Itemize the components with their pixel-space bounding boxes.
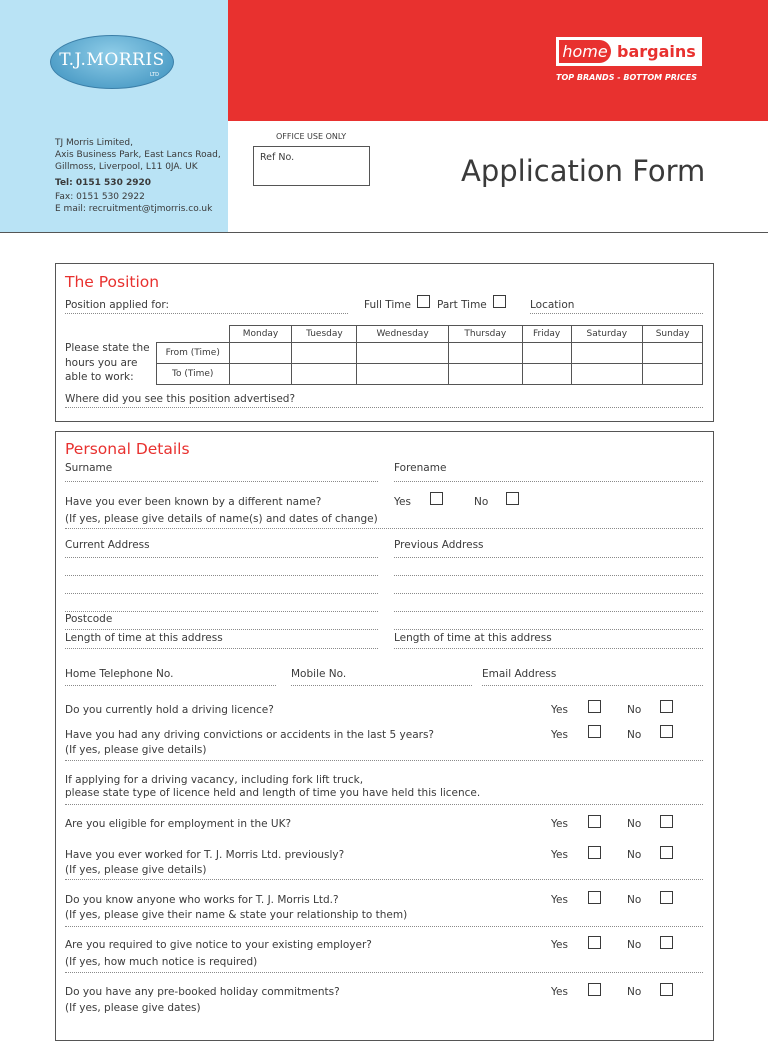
eligible-no-checkbox[interactable]	[660, 815, 673, 828]
previous-address-line-3[interactable]	[394, 593, 703, 594]
home-telephone-label: Home Telephone No.	[65, 668, 174, 680]
position-section	[55, 263, 714, 422]
vacancy-question-line-2: please state type of licence held and length of time you have held this licence.	[65, 787, 481, 799]
convictions-yes-checkbox[interactable]	[588, 725, 601, 738]
home-telephone-field[interactable]	[65, 685, 276, 686]
known-as-note: (If yes, please give details of name(s) and dates of change)	[65, 513, 378, 525]
worked-field[interactable]	[65, 879, 703, 880]
surname-field[interactable]	[65, 481, 378, 482]
part-time-checkbox[interactable]	[493, 295, 506, 308]
address-line-3: Gillmoss, Liverpool, L11 0JA. UK	[55, 162, 198, 172]
hours-table-corner	[157, 326, 230, 343]
know-question: Do you know anyone who works for T. J. Morris Ltd.?	[65, 894, 339, 906]
day-saturday: Saturday	[571, 326, 643, 343]
eligible-question: Are you eligible for employment in the UK?	[65, 818, 292, 830]
convictions-yes-label: Yes	[551, 729, 568, 741]
to-time-label: To (Time)	[157, 364, 230, 385]
known-as-no-checkbox[interactable]	[506, 492, 519, 505]
mobile-label: Mobile No.	[291, 668, 347, 680]
holiday-no-label: No	[627, 986, 642, 998]
ref-no-box[interactable]	[253, 146, 370, 186]
email-label: Email Address	[482, 668, 557, 680]
full-time-checkbox[interactable]	[417, 295, 430, 308]
home-bargains-logo-home: home	[559, 40, 611, 63]
fax: Fax: 0151 530 2922	[55, 192, 145, 202]
known-as-question: Have you ever been known by a different name?	[65, 496, 322, 508]
forename-label: Forename	[394, 462, 447, 474]
holiday-no-checkbox[interactable]	[660, 983, 673, 996]
know-no-checkbox[interactable]	[660, 891, 673, 904]
know-no-label: No	[627, 894, 642, 906]
ref-no-label: Ref No.	[260, 152, 295, 163]
previous-address-line-2[interactable]	[394, 575, 703, 576]
postcode-field[interactable]	[65, 629, 378, 630]
telephone: Tel: 0151 530 2920	[55, 178, 152, 188]
to-thursday-cell[interactable]	[448, 364, 522, 385]
eligible-yes-label: Yes	[551, 818, 568, 830]
worked-no-checkbox[interactable]	[660, 846, 673, 859]
notice-yes-checkbox[interactable]	[588, 936, 601, 949]
licence-no-label: No	[627, 704, 642, 716]
to-wednesday-cell[interactable]	[357, 364, 449, 385]
home-bargains-tagline: TOP BRANDS - BOTTOM PRICES	[556, 73, 697, 82]
eligible-no-label: No	[627, 818, 642, 830]
mobile-field[interactable]	[291, 685, 472, 686]
convictions-no-label: No	[627, 729, 642, 741]
location-label: Location	[530, 299, 575, 311]
current-address-label: Current Address	[65, 539, 150, 551]
known-as-field[interactable]	[65, 528, 703, 529]
advertised-label: Where did you see this position advertised?	[65, 393, 296, 405]
hours-prompt-line-3: able to work:	[65, 371, 134, 383]
from-wednesday-cell[interactable]	[357, 343, 449, 364]
hours-table-header-row	[157, 326, 703, 343]
hours-prompt-line-2: hours you are	[65, 356, 138, 369]
day-sunday: Sunday	[643, 326, 703, 343]
eligible-yes-checkbox[interactable]	[588, 815, 601, 828]
email-contact: E mail: recruitment@tjmorris.co.uk	[55, 204, 213, 214]
day-monday: Monday	[229, 326, 292, 343]
forename-field[interactable]	[394, 481, 703, 482]
surname-label: Surname	[65, 462, 113, 474]
from-friday-cell[interactable]	[522, 343, 571, 364]
current-length-field[interactable]	[65, 648, 378, 649]
position-applied-field[interactable]	[65, 313, 348, 314]
worked-question: Have you ever worked for T. J. Morris Ltd. previously?	[65, 849, 345, 861]
notice-yes-label: Yes	[551, 939, 568, 951]
current-address-line-3[interactable]	[65, 593, 378, 594]
previous-length-field[interactable]	[394, 648, 703, 649]
convictions-note: (If yes, please give details)	[65, 744, 207, 756]
postcode-label: Postcode	[65, 613, 113, 625]
previous-address-label: Previous Address	[394, 539, 484, 551]
current-address-line-4[interactable]	[65, 611, 378, 612]
known-as-yes-label: Yes	[394, 496, 411, 508]
day-tuesday: Tuesday	[292, 326, 357, 343]
licence-yes-checkbox[interactable]	[588, 700, 601, 713]
previous-address-line-1[interactable]	[394, 557, 703, 558]
holiday-question: Do you have any pre-booked holiday commitments?	[65, 986, 340, 998]
address-line-1: TJ Morris Limited,	[55, 138, 133, 148]
know-yes-checkbox[interactable]	[588, 891, 601, 904]
day-thursday: Thursday	[448, 326, 522, 343]
tj-morris-logo-sub: LTD	[149, 72, 159, 78]
worked-note: (If yes, please give details)	[65, 864, 207, 876]
notice-field[interactable]	[65, 972, 703, 973]
page-title: Application Form	[461, 154, 706, 188]
to-friday-cell[interactable]	[522, 364, 571, 385]
personal-heading: Personal Details	[65, 440, 190, 458]
notice-no-checkbox[interactable]	[660, 936, 673, 949]
to-monday-cell[interactable]	[229, 364, 292, 385]
email-field[interactable]	[482, 685, 703, 686]
current-length-label: Length of time at this address	[65, 632, 223, 644]
worked-yes-checkbox[interactable]	[588, 846, 601, 859]
vacancy-question-line-1: If applying for a driving vacancy, including fork lift truck,	[65, 774, 364, 786]
worked-no-label: No	[627, 849, 642, 861]
know-note: (If yes, please give their name & state your relationship to them)	[65, 909, 408, 921]
previous-postcode-field[interactable]	[394, 629, 703, 630]
holiday-yes-label: Yes	[551, 986, 568, 998]
know-field[interactable]	[65, 926, 703, 927]
notice-no-label: No	[627, 939, 642, 951]
licence-question: Do you currently hold a driving licence?	[65, 704, 274, 716]
hours-to-row	[157, 364, 703, 385]
hours-prompt	[65, 341, 150, 385]
full-time-label: Full Time	[364, 299, 411, 311]
notice-question: Are you required to give notice to your existing employer?	[65, 939, 372, 951]
from-tuesday-cell[interactable]	[292, 343, 357, 364]
day-friday: Friday	[522, 326, 571, 343]
from-thursday-cell[interactable]	[448, 343, 522, 364]
hours-prompt-line-1: Please state the	[65, 342, 150, 354]
know-yes-label: Yes	[551, 894, 568, 906]
header-divider	[0, 232, 768, 233]
to-saturday-cell[interactable]	[571, 364, 643, 385]
from-time-label: From (Time)	[157, 343, 230, 364]
from-monday-cell[interactable]	[229, 343, 292, 364]
vacancy-field[interactable]	[65, 804, 703, 805]
company-address	[55, 137, 221, 215]
known-as-no-label: No	[474, 496, 489, 508]
position-applied-label: Position applied for:	[65, 299, 170, 311]
address-line-2: Axis Business Park, East Lancs Road,	[55, 150, 221, 160]
to-sunday-cell[interactable]	[643, 364, 703, 385]
tj-morris-logo-text: T.J.MORRIS	[59, 50, 165, 70]
personal-details-section	[55, 431, 714, 1041]
home-bargains-logo	[556, 37, 702, 66]
office-use-label: OFFICE USE ONLY	[276, 132, 347, 141]
hours-table	[156, 325, 703, 385]
previous-length-label: Length of time at this address	[394, 632, 552, 644]
part-time-label: Part Time	[437, 299, 487, 311]
hours-from-row	[157, 343, 703, 364]
advertised-field[interactable]	[65, 407, 703, 408]
from-saturday-cell[interactable]	[571, 343, 643, 364]
known-as-yes-checkbox[interactable]	[430, 492, 443, 505]
licence-yes-label: Yes	[551, 704, 568, 716]
to-tuesday-cell[interactable]	[292, 364, 357, 385]
current-address-line-1[interactable]	[65, 557, 378, 558]
convictions-no-checkbox[interactable]	[660, 725, 673, 738]
licence-no-checkbox[interactable]	[660, 700, 673, 713]
worked-yes-label: Yes	[551, 849, 568, 861]
location-field[interactable]	[530, 313, 703, 314]
tj-morris-logo	[50, 35, 174, 89]
notice-note: (If yes, how much notice is required)	[65, 956, 258, 968]
previous-address-line-4[interactable]	[394, 611, 703, 612]
from-sunday-cell[interactable]	[643, 343, 703, 364]
current-address-line-2[interactable]	[65, 575, 378, 576]
holiday-note: (If yes, please give dates)	[65, 1002, 201, 1014]
convictions-question: Have you had any driving convictions or accidents in the last 5 years?	[65, 729, 434, 741]
holiday-yes-checkbox[interactable]	[588, 983, 601, 996]
position-heading: The Position	[65, 273, 160, 291]
home-bargains-logo-bargains: bargains	[617, 42, 696, 61]
convictions-field[interactable]	[65, 760, 703, 761]
day-wednesday: Wednesday	[357, 326, 449, 343]
